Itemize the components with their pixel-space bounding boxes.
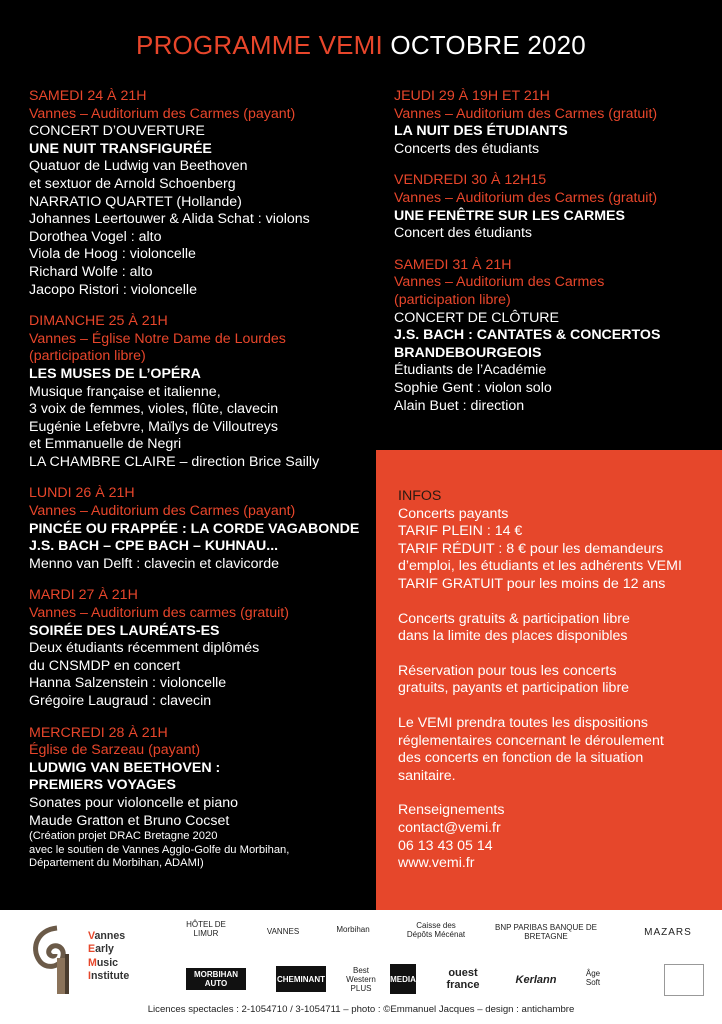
event-text: et sextuor de Arnold Schoenberg xyxy=(29,175,236,192)
info-line: TARIF GRATUIT pour les moins de 12 ans xyxy=(398,575,666,592)
vemi-word-rest: usic xyxy=(96,956,119,969)
credits-line: Licences spectacles : 2-1054710 / 3-1054711 – photo : ©Emmanuel Jacques – design : antichambre xyxy=(147,1004,575,1015)
cheminant-logo: CHEMINANT xyxy=(276,966,326,992)
infos-text xyxy=(398,488,718,890)
caisse-des-depots-logo: Caisse des Dépôts Mécénat xyxy=(406,921,466,939)
title-month: OCTOBRE 2020 xyxy=(390,30,586,60)
event-date: VENDREDI 30 À 12H15 xyxy=(394,172,547,189)
info-block xyxy=(398,715,718,785)
page-title xyxy=(0,30,722,61)
event-text: Musique française et italienne, xyxy=(29,383,221,400)
info-line: sanitaire. xyxy=(398,767,456,784)
vannes-logo: VANNES xyxy=(266,926,300,936)
vemi-initial: E xyxy=(88,943,96,956)
vemi-word-rest: nstitute xyxy=(90,970,130,983)
info-line: réglementaires concernant le déroulement xyxy=(398,732,664,749)
event-text: avec le soutien de Vannes Agglo-Golfe du Morbihan, xyxy=(29,843,290,856)
vemi-word xyxy=(88,957,129,970)
event-text: Étudiants de l’Académie xyxy=(394,362,547,379)
morbihan-logo: Morbihan xyxy=(336,924,370,934)
media-logo: MEDIA xyxy=(390,964,416,994)
title-programme: PROGRAMME VEMI xyxy=(136,30,383,60)
event-title: SOIRÉE DES LAURÉATS-ES xyxy=(29,622,220,639)
infos-panel xyxy=(376,450,722,910)
event-block xyxy=(29,88,374,299)
event-text: Concerts des étudiants xyxy=(394,140,540,157)
event-date: LUNDI 26 À 21H xyxy=(29,485,135,502)
event-text: du CNSMDP en concert xyxy=(29,657,181,674)
event-title: LA NUIT DES ÉTUDIANTS xyxy=(394,123,568,140)
event-text: LA CHAMBRE CLAIRE – direction Brice Sailly xyxy=(29,453,320,470)
event-venue: Vannes – Auditorium des Carmes (gratuit) xyxy=(394,189,658,206)
event-venue: (participation libre) xyxy=(394,291,511,308)
info-line: Le VEMI prendra toutes les dispositions xyxy=(398,714,648,731)
mazars-logo: MAZARS xyxy=(644,926,692,938)
vemi-word xyxy=(88,943,129,956)
ouest-france-logo: ouest france xyxy=(446,967,480,991)
event-date: MERCREDI 28 À 21H xyxy=(29,724,168,741)
event-text: Sophie Gent : violon solo xyxy=(394,379,552,396)
event-title: PINCÉE OU FRAPPÉE : LA CORDE VAGABONDE xyxy=(29,520,360,537)
kerlann-logo: Kerlann xyxy=(515,974,557,986)
info-line: Concerts gratuits & participation libre xyxy=(398,610,630,627)
info-line: Renseignements xyxy=(398,802,505,819)
left-events-column xyxy=(29,88,374,885)
info-line: Réservation pour tous les concerts xyxy=(398,662,617,679)
vemi-word xyxy=(88,930,129,943)
info-block xyxy=(398,663,718,698)
event-title: PREMIERS VOYAGES xyxy=(29,777,176,794)
event-venue: Vannes – Auditorium des Carmes xyxy=(394,274,605,291)
event-title: LUDWIG VAN BEETHOVEN : xyxy=(29,759,221,776)
event-text: Johannes Leertouwer & Alida Schat : violons xyxy=(29,211,310,228)
event-text: Deux étudiants récemment diplômés xyxy=(29,640,260,657)
event-block xyxy=(29,725,374,871)
info-line: des concerts en fonction de la situation xyxy=(398,750,644,767)
partner-logo xyxy=(664,964,704,996)
event-text: NARRATIO QUARTET (Hollande) xyxy=(29,193,242,210)
vemi-wordmark xyxy=(88,930,129,984)
event-text: Richard Wolfe : alto xyxy=(29,263,153,280)
info-line: d’emploi, les étudiants et les adhérents VEMI xyxy=(398,558,682,575)
event-venue: Vannes – Auditorium des carmes (gratuit) xyxy=(29,605,289,622)
vemi-initial: M xyxy=(88,956,97,969)
event-text: Maude Gratton et Bruno Cocset xyxy=(29,812,230,829)
info-line: TARIF RÉDUIT : 8 € pour les demandeurs xyxy=(398,540,664,557)
event-text: Sonates pour violoncelle et piano xyxy=(29,794,239,811)
age-soft-logo: Âge Soft xyxy=(585,969,601,987)
best-western-logo: Best Western PLUS xyxy=(346,965,376,993)
event-title: UNE NUIT TRANSFIGURÉE xyxy=(29,140,212,157)
info-line: INFOS xyxy=(398,488,442,504)
event-block xyxy=(394,257,714,415)
vemi-word-rest: annes xyxy=(94,930,126,942)
event-title: BRANDEBOURGEOIS xyxy=(394,344,542,361)
event-date: JEUDI 29 À 19H ET 21H xyxy=(394,88,550,104)
event-title: UNE FENÊTRE SUR LES CARMES xyxy=(394,207,625,224)
vemi-word-rest: arly xyxy=(95,943,114,956)
event-block xyxy=(29,313,374,471)
event-text: Eugénie Lefebvre, Maïlys de Villoutreys xyxy=(29,418,278,435)
event-date: SAMEDI 24 À 21H xyxy=(29,88,147,104)
event-text: Dorothea Vogel : alto xyxy=(29,228,162,245)
event-text: Viola de Hoog : violoncelle xyxy=(29,246,196,263)
event-title: LES MUSES DE L’OPÉRA xyxy=(29,365,201,382)
info-line: contact@vemi.fr xyxy=(398,819,501,836)
info-line: 06 13 43 05 14 xyxy=(398,837,493,854)
event-title: J.S. BACH – CPE BACH – KUHNAU... xyxy=(29,538,279,555)
hotel-de-limur-logo: HÔTEL DE LIMUR xyxy=(186,920,226,938)
event-text: CONCERT D’OUVERTURE xyxy=(29,123,205,140)
event-date: SAMEDI 31 À 21H xyxy=(394,256,512,273)
event-text: 3 voix de femmes, violes, flûte, clavecin xyxy=(29,401,279,418)
event-text: Alain Buet : direction xyxy=(394,397,525,414)
event-date: DIMANCHE 25 À 21H xyxy=(29,313,168,330)
info-block xyxy=(398,611,718,646)
info-block xyxy=(398,488,718,594)
vemi-word xyxy=(88,970,129,983)
event-text: et Emmanuelle de Negri xyxy=(29,436,182,453)
event-text: Menno van Delft : clavecin et clavicorde xyxy=(29,555,279,572)
violin-scroll-logo xyxy=(27,924,83,996)
event-venue: Église de Sarzeau (payant) xyxy=(29,742,201,759)
event-venue: Vannes – Église Notre Dame de Lourdes xyxy=(29,330,286,347)
event-block xyxy=(29,587,374,710)
event-text: Quatuor de Ludwig van Beethoven xyxy=(29,158,248,175)
info-block xyxy=(398,802,718,872)
event-text: Département du Morbihan, ADAMI) xyxy=(29,857,204,870)
bnp-paribas-logo: BNP PARIBAS BANQUE DE BRETAGNE xyxy=(495,923,597,941)
info-line: Concerts payants xyxy=(398,505,509,522)
event-venue: Vannes – Auditorium des Carmes (gratuit) xyxy=(394,105,658,122)
right-events-column xyxy=(394,88,714,429)
info-line: www.vemi.fr xyxy=(398,855,475,872)
event-date: MARDI 27 À 21H xyxy=(29,587,138,604)
event-title: J.S. BACH : CANTATES & CONCERTOS xyxy=(394,327,661,344)
event-text: Jacopo Ristori : violoncelle xyxy=(29,281,197,298)
event-venue: Vannes – Auditorium des Carmes (payant) xyxy=(29,503,296,520)
vemi-initial: I xyxy=(88,970,91,983)
info-line: dans la limite des places disponibles xyxy=(398,628,628,645)
event-block xyxy=(394,88,714,158)
event-venue: Vannes – Auditorium des Carmes (payant) xyxy=(29,105,296,122)
event-text: (Création projet DRAC Bretagne 2020 xyxy=(29,830,218,843)
sponsor-footer xyxy=(0,910,722,1024)
vemi-initial: V xyxy=(88,930,95,942)
info-line: gratuits, payants et participation libre xyxy=(398,680,630,697)
morbihan-auto-logo: MORBIHAN AUTO xyxy=(186,968,246,990)
event-venue: (participation libre) xyxy=(29,348,146,365)
info-line: TARIF PLEIN : 14 € xyxy=(398,523,523,540)
event-text: Concert des étudiants xyxy=(394,225,533,242)
event-block xyxy=(29,485,374,573)
event-block xyxy=(394,172,714,242)
event-text: Grégoire Laugraud : clavecin xyxy=(29,693,212,709)
event-text: CONCERT DE CLÔTURE xyxy=(394,309,560,326)
event-text: Hanna Salzenstein : violoncelle xyxy=(29,675,227,692)
